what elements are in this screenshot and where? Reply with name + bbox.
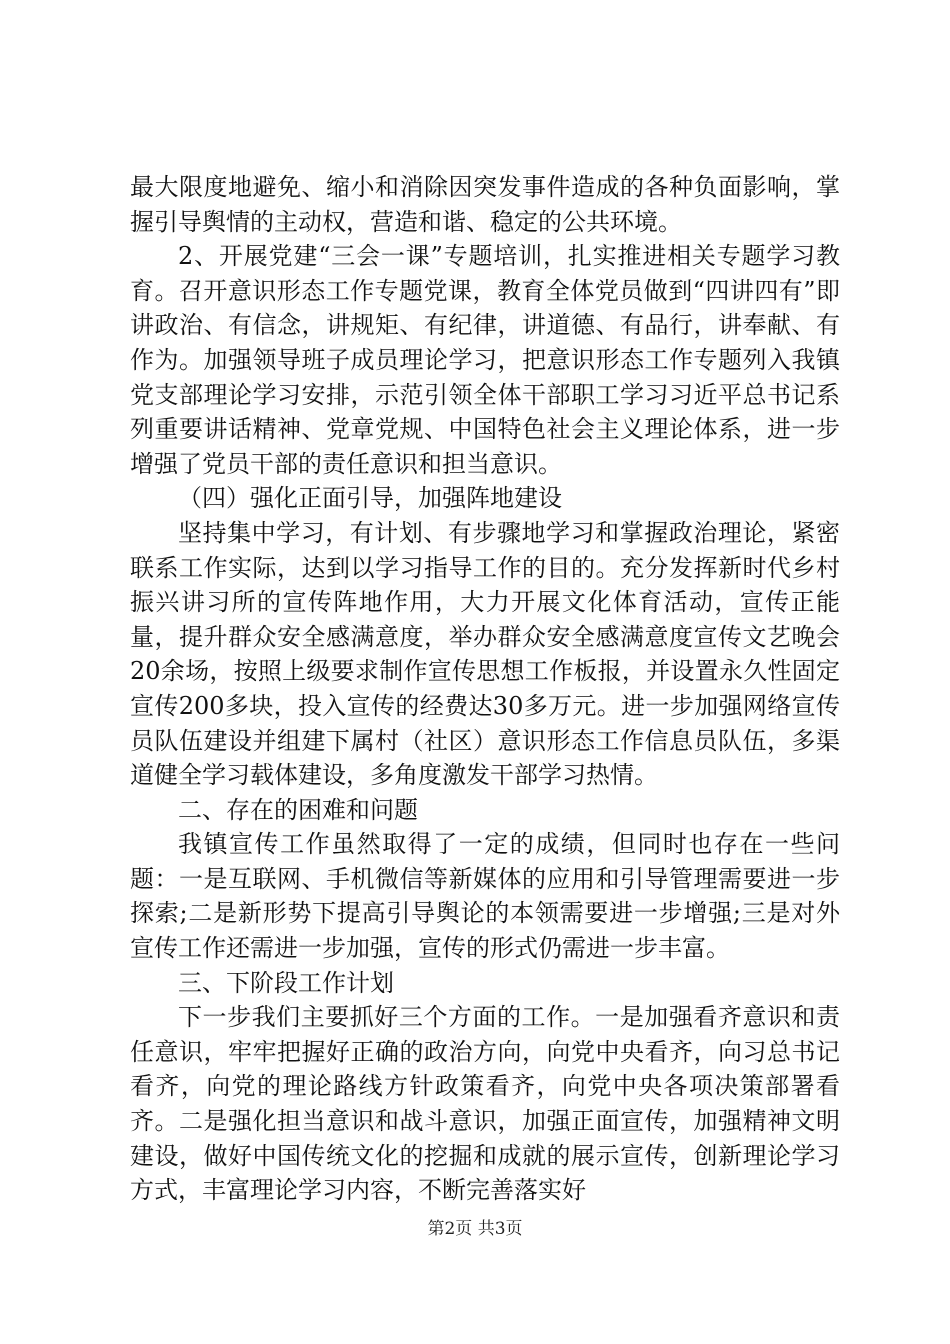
page-footer [0,1214,950,1239]
paragraph-continuation: 最大限度地避免、缩小和消除因突发事件造成的各种负面影响，掌握引导舆情的主动权，营造和谐、稳定的公共环境。 [130,173,840,236]
paragraph-problems: 我镇宣传工作虽然取得了一定的成绩，但同时也存在一些问题：一是互联网、手机微信等新媒体的应用和引导管理需要进一步探索;二是新形势下提高引导舆论的本领需要进一步增强;三是对外宣传工作还需进一步加强，宣传的形式仍需进一步丰富。 [130,830,840,963]
paragraph-centralized-learning: 坚持集中学习，有计划、有步骤地学习和掌握政治理论，紧密联系工作实际，达到以学习指导工作的目的。充分发挥新时代乡村振兴讲习所的宣传阵地作用，大力开展文化体育活动，宣传正能量，提升群众安全感满意度，举办群众安全感满意度宣传文艺晚会20余场，按照上级要求制作宣传思想工作板报，并设置永久性固定宣传200多块，投入宣传的经费达30多万元。进一步加强网络宣传员队伍建设并组建下属村（社区）意识形态工作信息员队伍，多渠道健全学习载体建设，多角度激发干部学习热情。 [130,518,840,790]
paragraph-party-training: 2、开展党建“三会一课”专题培训，扎实推进相关专题学习教育。召开意识形态工作专题党课，教育全体党员做到“四讲四有”即讲政治、有信念，讲规矩、有纪律，讲道德、有品行，讲奉献、有作为。加强领导班子成员理论学习，把意识形态工作专题列入我镇党支部理论学习安排，示范引领全体干部职工学习习近平总书记系列重要讲话精神、党章党规、中国特色社会主义理论体系，进一步增强了党员干部的责任意识和担当意识。 [130,242,840,478]
section-heading-positive-guidance: （四）强化正面引导，加强阵地建设 [178,484,562,513]
section-heading-next-plan: 三、下阶段工作计划 [178,968,394,997]
page-number-label: 第2页 共3页 [427,1219,523,1239]
section-heading-difficulties: 二、存在的困难和问题 [178,795,418,824]
document-body [130,170,840,1208]
paragraph-next-steps: 下一步我们主要抓好三个方面的工作。一是加强看齐意识和责任意识，牢牢把握好正确的政治方向，向党中央看齐，向习总书记看齐，向党的理论路线方针政策看齐，向党中央各项决策部署看齐。二是强化担当意识和战斗意识，加强正面宣传，加强精神文明建设，做好中国传统文化的挖掘和成就的展示宣传，创新理论学习方式，丰富理论学习内容，不断完善落实好 [130,1003,840,1205]
